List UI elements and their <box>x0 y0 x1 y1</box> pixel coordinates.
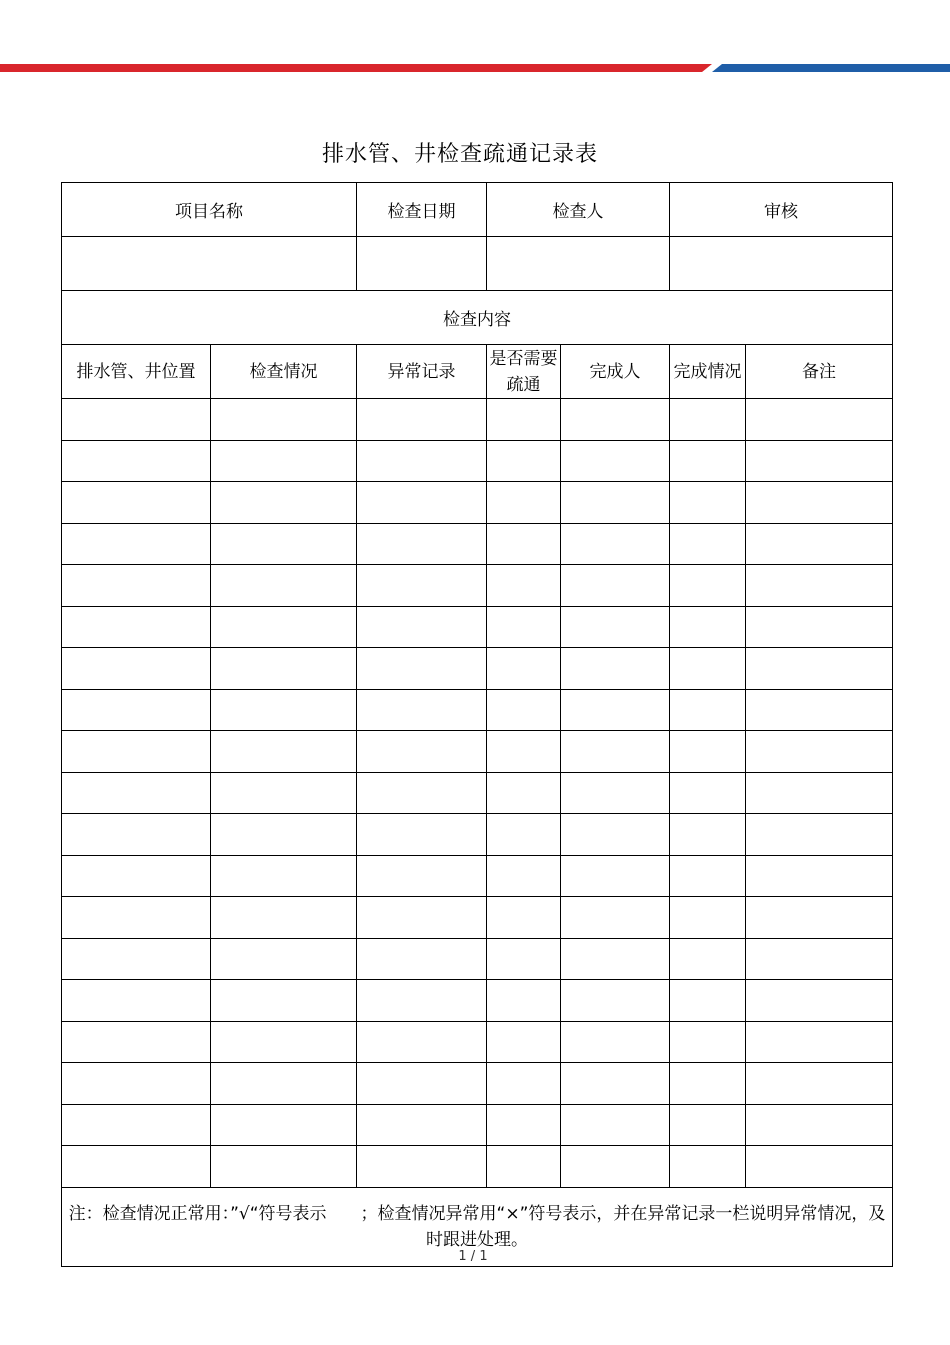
table-cell[interactable] <box>487 1146 561 1188</box>
table-cell[interactable] <box>62 440 211 482</box>
col-abnormal-record: 异常记录 <box>357 345 487 399</box>
table-cell[interactable] <box>487 938 561 980</box>
document-title: 排水管、井检查疏通记录表 <box>321 142 598 167</box>
table-cell[interactable] <box>670 731 746 773</box>
table-cell[interactable] <box>561 399 670 441</box>
table-cell[interactable] <box>561 1104 670 1146</box>
table-row <box>62 440 893 482</box>
table-cell[interactable] <box>357 606 487 648</box>
table-cell[interactable] <box>487 772 561 814</box>
table-cell[interactable] <box>487 1063 561 1105</box>
table-cell[interactable] <box>211 980 357 1022</box>
table-cell[interactable] <box>670 482 746 524</box>
table-cell[interactable] <box>211 772 357 814</box>
table-cell[interactable] <box>487 1104 561 1146</box>
table-cell[interactable] <box>746 1021 893 1063</box>
table-cell[interactable] <box>62 565 211 607</box>
col-location: 排水管、井位置 <box>62 345 211 399</box>
table-cell[interactable] <box>211 482 357 524</box>
table-cell[interactable] <box>561 731 670 773</box>
table-cell[interactable] <box>561 772 670 814</box>
table-cell[interactable] <box>561 814 670 856</box>
table-cell[interactable] <box>561 1146 670 1188</box>
table-cell[interactable] <box>487 689 561 731</box>
table-row <box>62 772 893 814</box>
table-cell[interactable] <box>746 897 893 939</box>
table-cell[interactable] <box>211 1146 357 1188</box>
table-cell[interactable] <box>211 648 357 690</box>
table-cell[interactable] <box>746 1146 893 1188</box>
table-cell[interactable] <box>746 440 893 482</box>
table-cell[interactable] <box>670 606 746 648</box>
table-row <box>62 855 893 897</box>
table-cell[interactable] <box>62 772 211 814</box>
table-cell[interactable] <box>62 606 211 648</box>
table-cell[interactable] <box>211 814 357 856</box>
table-cell[interactable] <box>62 482 211 524</box>
table-cell[interactable] <box>746 731 893 773</box>
table-cell[interactable] <box>357 689 487 731</box>
table-cell[interactable] <box>561 482 670 524</box>
inspection-table <box>61 182 893 1267</box>
table-cell[interactable] <box>62 897 211 939</box>
table-cell[interactable] <box>746 648 893 690</box>
table-cell[interactable] <box>487 523 561 565</box>
table-cell[interactable] <box>561 689 670 731</box>
column-header-row <box>62 345 893 399</box>
table-cell[interactable] <box>357 897 487 939</box>
table-cell[interactable] <box>670 772 746 814</box>
note-text: 注：检查情况正常用：”√“符号表示 ；检查情况异常用“×”符号表示，并在异常记录一栏说明异常情况，及时跟进处理。 <box>62 1187 893 1266</box>
table-cell[interactable] <box>746 689 893 731</box>
inspection-date-field[interactable] <box>357 237 487 291</box>
table-cell[interactable] <box>561 1021 670 1063</box>
table-cell[interactable] <box>62 731 211 773</box>
table-cell[interactable] <box>746 938 893 980</box>
table-cell[interactable] <box>746 565 893 607</box>
table-row <box>62 606 893 648</box>
table-cell[interactable] <box>357 1063 487 1105</box>
table-cell[interactable] <box>670 689 746 731</box>
project-value-row <box>62 237 893 291</box>
table-cell[interactable] <box>561 648 670 690</box>
table-cell[interactable] <box>62 980 211 1022</box>
table-cell[interactable] <box>62 523 211 565</box>
table-cell[interactable] <box>357 814 487 856</box>
table-row <box>62 897 893 939</box>
header-band-blue <box>712 64 950 72</box>
table-cell[interactable] <box>487 565 561 607</box>
table-row <box>62 565 893 607</box>
col-inspection-status: 检查情况 <box>211 345 357 399</box>
col-completion-status: 完成情况 <box>670 345 746 399</box>
table-cell[interactable] <box>746 772 893 814</box>
table-cell[interactable] <box>561 980 670 1022</box>
table-cell[interactable] <box>670 1063 746 1105</box>
table-row <box>62 731 893 773</box>
table-cell[interactable] <box>670 855 746 897</box>
col-needs-dredging: 是否需要疏通 <box>487 345 561 399</box>
table-row <box>62 1104 893 1146</box>
table-row <box>62 648 893 690</box>
table-cell[interactable] <box>62 938 211 980</box>
table-cell[interactable] <box>357 1146 487 1188</box>
table-cell[interactable] <box>561 897 670 939</box>
table-cell[interactable] <box>670 814 746 856</box>
table-cell[interactable] <box>670 980 746 1022</box>
table-cell[interactable] <box>211 523 357 565</box>
table-cell[interactable] <box>746 482 893 524</box>
table-cell[interactable] <box>487 440 561 482</box>
table-cell[interactable] <box>357 1021 487 1063</box>
table-cell[interactable] <box>487 399 561 441</box>
table-cell[interactable] <box>211 855 357 897</box>
table-cell[interactable] <box>561 855 670 897</box>
table-cell[interactable] <box>670 565 746 607</box>
table-cell[interactable] <box>357 772 487 814</box>
table-cell[interactable] <box>357 1104 487 1146</box>
table-cell[interactable] <box>211 1063 357 1105</box>
table-cell[interactable] <box>357 731 487 773</box>
table-cell[interactable] <box>357 523 487 565</box>
header-reviewer: 审核 <box>670 183 893 237</box>
table-cell[interactable] <box>62 1146 211 1188</box>
table-cell[interactable] <box>211 1021 357 1063</box>
table-cell[interactable] <box>62 1104 211 1146</box>
table-row <box>62 814 893 856</box>
table-cell[interactable] <box>357 855 487 897</box>
table-cell[interactable] <box>357 440 487 482</box>
table-cell[interactable] <box>561 565 670 607</box>
table-cell[interactable] <box>746 855 893 897</box>
header-inspector: 检查人 <box>487 183 670 237</box>
table-cell[interactable] <box>487 606 561 648</box>
table-cell[interactable] <box>62 399 211 441</box>
table-row <box>62 1021 893 1063</box>
table-cell[interactable] <box>746 399 893 441</box>
table-cell[interactable] <box>561 523 670 565</box>
col-completed-by: 完成人 <box>561 345 670 399</box>
header-inspection-date: 检查日期 <box>357 183 487 237</box>
table-cell[interactable] <box>746 980 893 1022</box>
project-name-field[interactable] <box>62 237 357 291</box>
table-cell[interactable] <box>746 814 893 856</box>
table-cell[interactable] <box>561 440 670 482</box>
table-cell[interactable] <box>561 1063 670 1105</box>
table-cell[interactable] <box>487 855 561 897</box>
table-cell[interactable] <box>670 523 746 565</box>
table-row <box>62 689 893 731</box>
table-cell[interactable] <box>487 482 561 524</box>
table-cell[interactable] <box>670 938 746 980</box>
table-cell[interactable] <box>62 855 211 897</box>
section-title: 检查内容 <box>62 291 893 345</box>
table-cell[interactable] <box>561 606 670 648</box>
table-cell[interactable] <box>746 1104 893 1146</box>
table-cell[interactable] <box>670 440 746 482</box>
table-cell[interactable] <box>561 938 670 980</box>
table-cell[interactable] <box>746 523 893 565</box>
reviewer-field[interactable] <box>670 237 893 291</box>
table-cell[interactable] <box>62 814 211 856</box>
table-cell[interactable] <box>487 648 561 690</box>
table-row <box>62 1063 893 1105</box>
table-cell[interactable] <box>670 648 746 690</box>
table-cell[interactable] <box>211 440 357 482</box>
table-cell[interactable] <box>62 1021 211 1063</box>
table-cell[interactable] <box>670 1146 746 1188</box>
table-cell[interactable] <box>670 1021 746 1063</box>
col-remarks: 备注 <box>746 345 893 399</box>
table-cell[interactable] <box>487 731 561 773</box>
table-cell[interactable] <box>211 606 357 648</box>
section-row <box>62 291 893 345</box>
table-cell[interactable] <box>746 606 893 648</box>
table-cell[interactable] <box>211 689 357 731</box>
table-cell[interactable] <box>670 897 746 939</box>
table-row <box>62 523 893 565</box>
table-cell[interactable] <box>487 980 561 1022</box>
table-cell[interactable] <box>357 565 487 607</box>
table-cell[interactable] <box>487 814 561 856</box>
table-cell[interactable] <box>211 938 357 980</box>
table-row <box>62 938 893 980</box>
table-cell[interactable] <box>62 648 211 690</box>
table-cell[interactable] <box>670 399 746 441</box>
inspector-field[interactable] <box>487 237 670 291</box>
table-cell[interactable] <box>357 482 487 524</box>
table-row <box>62 399 893 441</box>
table-cell[interactable] <box>211 399 357 441</box>
table-cell[interactable] <box>62 1063 211 1105</box>
header-band-red <box>0 64 712 72</box>
table-row <box>62 980 893 1022</box>
table-cell[interactable] <box>357 980 487 1022</box>
table-cell[interactable] <box>357 938 487 980</box>
table-row <box>62 1146 893 1188</box>
table-cell[interactable] <box>357 648 487 690</box>
table-cell[interactable] <box>670 1104 746 1146</box>
page-number: 1 / 1 <box>458 1249 488 1264</box>
project-header-row <box>62 183 893 237</box>
table-cell[interactable] <box>357 399 487 441</box>
table-cell[interactable] <box>211 731 357 773</box>
table-cell[interactable] <box>62 689 211 731</box>
table-cell[interactable] <box>746 1063 893 1105</box>
header-project-name: 项目名称 <box>62 183 357 237</box>
table-cell[interactable] <box>211 565 357 607</box>
table-cell[interactable] <box>487 897 561 939</box>
data-rows <box>62 399 893 1188</box>
table-row <box>62 482 893 524</box>
table-cell[interactable] <box>211 1104 357 1146</box>
table-cell[interactable] <box>211 897 357 939</box>
table-cell[interactable] <box>487 1021 561 1063</box>
